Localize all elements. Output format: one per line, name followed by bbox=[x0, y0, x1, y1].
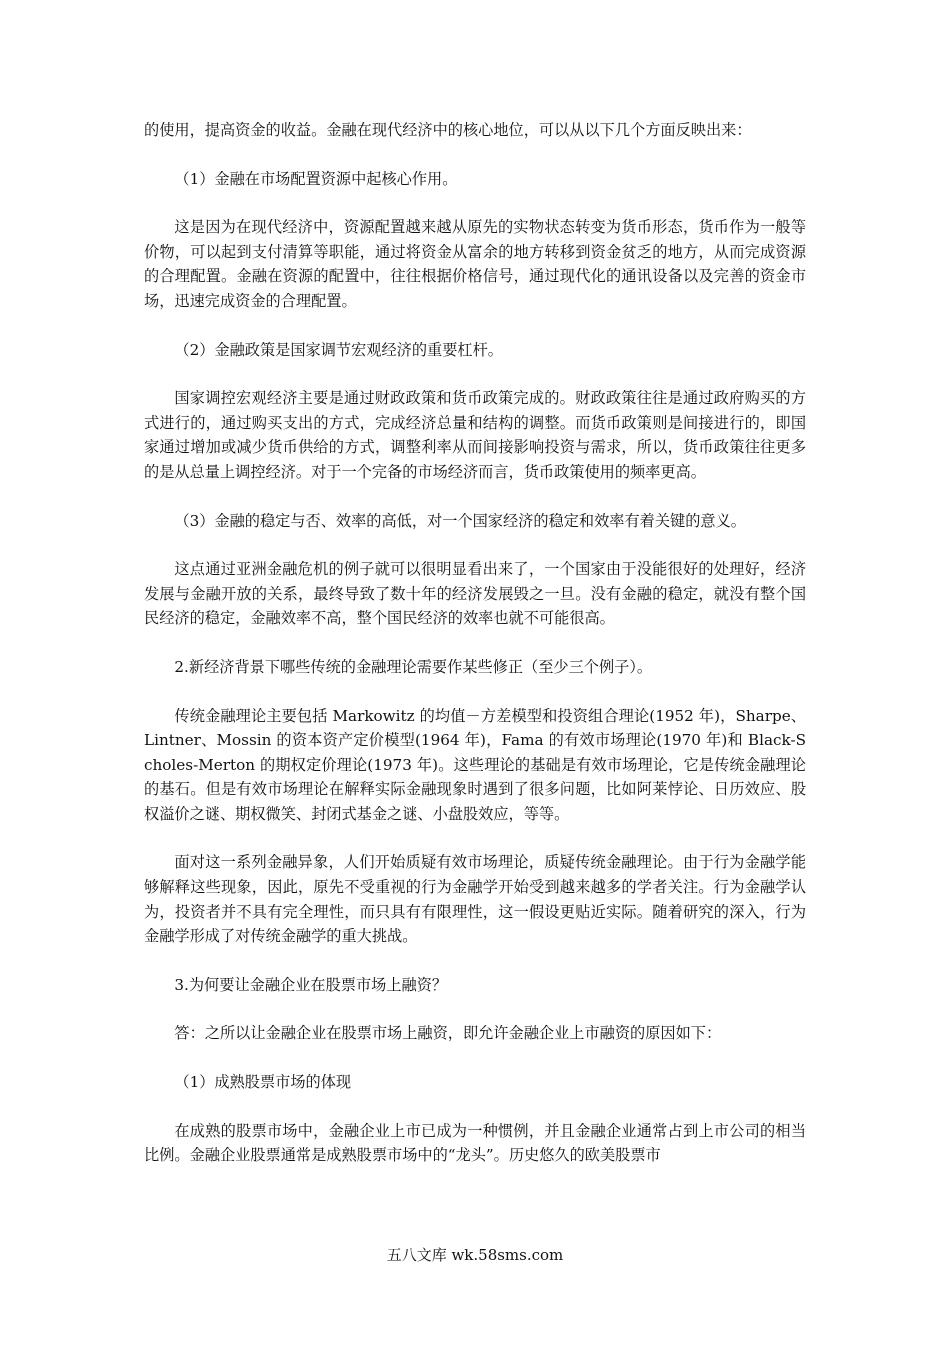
answer-3-point-1-heading: （1）成熟股票市场的体现 bbox=[174, 1073, 352, 1092]
answer-3-intro: 答：之所以让金融企业在股票市场上融资，即允许金融企业上市融资的原因如下： bbox=[174, 1024, 722, 1043]
paragraph-intro-continuation: 的使用，提高资金的收益。金融在现代经济中的核心地位，可以从以下几个方面反映出来： bbox=[144, 121, 752, 139]
paragraph-traditional-theories: 传统金融理论主要包括 Markowitz 的均值－方差模型和投资组合理论(1952 年)，Sharpe、Lintner、Mossin 的资本资产定价模型(1964 年)，Fama 的有效市场理论(1970 年)和 Black-Scholes-Merton 的期权定价理论(1973 年)。这些理论的基础是有效市场理论，它是传统金融理论的基石。但是有效市场理论在解释实际金融现象时遇到了很多问题，比如阿莱悖论、日历效应、股权溢价之谜、期权微笑、封闭式基金之谜、小盘股效应，等等。 bbox=[144, 706, 806, 823]
answer-3-point-1-body: 在成熟的股票市场中，金融企业上市已成为一种惯例，并且金融企业通常占到上市公司的相当比例。金融企业股票通常是成熟股票市场中的“龙头”。历史悠久的欧美股票市 bbox=[144, 1121, 806, 1165]
question-3-heading: 3.为何要让金融企业在股票市场上融资？ bbox=[174, 975, 448, 994]
paragraph-point-1-body: 这是因为在现代经济中，资源配置越来越从原先的实物状态转变为货币形态，货币作为一般等价物，可以起到支付清算等职能，通过将资金从富余的地方转移到资金贫乏的地方，从而完成资源的合理配置。金融在资源的配置中，往往根据价格信号，通过现代化的通讯设备以及完善的资金市场，迅速完成资金的合理配置。 bbox=[144, 218, 806, 310]
paragraph-point-1-heading: （1）金融在市场配置资源中起核心作用。 bbox=[174, 169, 458, 188]
footer-watermark: 五八文库 wk.58sms.com bbox=[386, 1246, 564, 1264]
paragraph-behavioral-finance: 面对这一系列金融异象，人们开始质疑有效市场理论，质疑传统金融理论。由于行为金融学能够解释这些现象，因此，原先不受重视的行为金融学开始受到越来越多的学者关注。行为金融学认为，投资者并不具有完全理性，而只具有有限理性，这一假设更贴近实际。随着研究的深入，行为金融学形成了对传统金融学的重大挑战。 bbox=[144, 853, 806, 946]
paragraph-point-3-heading: （3）金融的稳定与否、效率的高低，对一个国家经济的稳定和效率有着关键的意义。 bbox=[174, 511, 746, 530]
question-2-heading: 2.新经济背景下哪些传统的金融理论需要作某些修正（至少三个例子）。 bbox=[174, 657, 653, 676]
paragraph-point-2-body: 国家调控宏观经济主要是通过财政政策和货币政策完成的。财政政策往往是通过政府购买的方式进行的，通过购买支出的方式，完成经济总量和结构的调整。而货币政策则是间接进行的，即国家通过增加或减少货币供给的方式，调整利率从而间接影响投资与需求，所以，货币政策往往更多的是从总量上调控经济。对于一个完备的市场经济而言，货币政策使用的频率更高。 bbox=[144, 389, 806, 481]
document-body bbox=[144, 118, 806, 1168]
paragraph-point-2-heading: （2）金融政策是国家调节宏观经济的重要杠杆。 bbox=[174, 340, 503, 359]
paragraph-point-3-body: 这点通过亚洲金融危机的例子就可以很明显看出来了，一个国家由于没能很好的处理好，经济发展与金融开放的关系，最终导致了数十年的经济发展毁之一旦。没有金融的稳定，就没有整个国民经济的稳定，金融效率不高，整个国民经济的效率也就不可能很高。 bbox=[144, 560, 806, 628]
